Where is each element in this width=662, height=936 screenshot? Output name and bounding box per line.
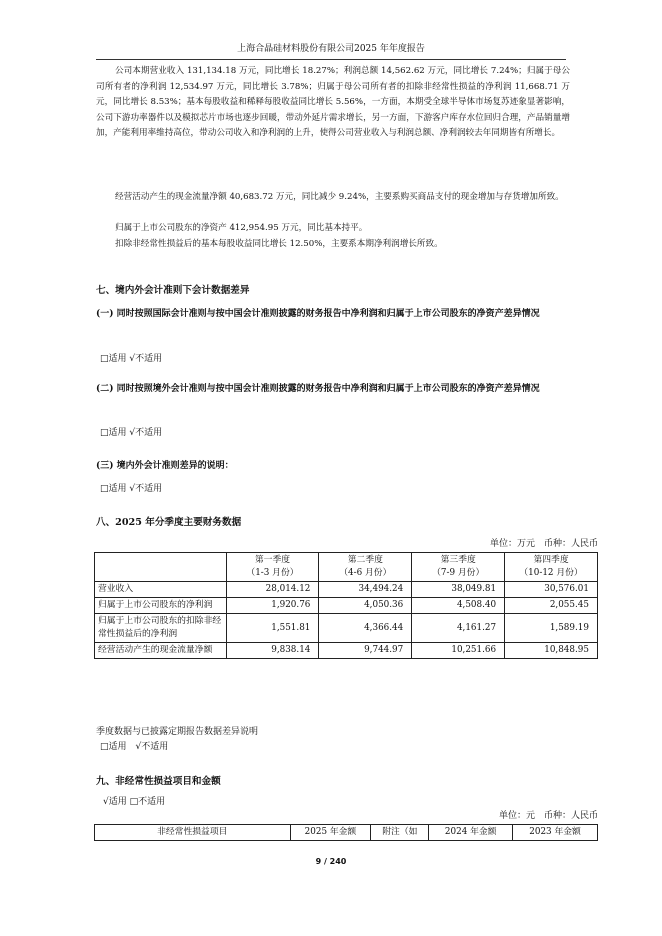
cell-value: 30,576.01 — [505, 582, 598, 598]
quarterly-table — [94, 552, 598, 659]
q3-range: （7-9 月份） — [432, 568, 485, 578]
header-item: 非经常性损益项目 — [95, 825, 291, 841]
q2-range: （4-6 月份） — [339, 568, 392, 578]
cell-value: 1,589.19 — [505, 614, 598, 643]
cell-value: 9,744.97 — [319, 643, 412, 659]
cell-value: 1,551.81 — [226, 614, 319, 643]
cell-value: 4,050.36 — [319, 598, 412, 614]
cell-value: 4,508.40 — [412, 598, 505, 614]
table-row — [95, 643, 598, 659]
nonrecurring-header-row — [95, 825, 598, 841]
header-q2 — [319, 553, 412, 582]
q1-name: 第一季度 — [254, 555, 291, 565]
table-row — [95, 582, 598, 598]
quarterly-note-option: □适用 √不适用 — [100, 742, 169, 752]
cell-value: 10,848.95 — [505, 643, 598, 659]
cell-value: 9,838.14 — [226, 643, 319, 659]
section-7-sub1-title: (一) 同时按照国际会计准则与按中国会计准则披露的财务报告中净利润和归属于上市公司股东的净资产差异情况 — [96, 309, 540, 319]
row-label: 营业收入 — [95, 582, 227, 598]
cell-value: 10,251.66 — [412, 643, 505, 659]
cell-value: 4,161.27 — [412, 614, 505, 643]
paragraph-net-assets: 归属于上市公司股东的净资产 412,954.95 万元，同比基本持平。 — [115, 223, 368, 233]
header-2024-amount: 2024 年金额 — [429, 825, 513, 841]
table-row — [95, 598, 598, 614]
quarterly-note: 季度数据与已披露定期报告数据差异说明 — [96, 727, 259, 737]
paragraph-eps: 扣除非经常性损益后的基本每股收益同比增长 12.50%，主要系本期净利润增长所致。 — [115, 239, 443, 249]
header-2023-amount: 2023 年金额 — [513, 825, 598, 841]
q4-range: （10-12 月份） — [519, 568, 583, 578]
header-q3 — [412, 553, 505, 582]
row-label: 归属于上市公司股东的净利润 — [95, 598, 227, 614]
section-7-title: 七、境内外会计准则下会计数据差异 — [96, 285, 250, 296]
cell-value: 38,049.81 — [412, 582, 505, 598]
cell-value: 34,494.24 — [319, 582, 412, 598]
quarterly-header-row — [95, 553, 598, 582]
page-header: 上海合晶硅材料股份有限公司2025 年年度报告 — [96, 42, 566, 60]
nonrecurring-table — [94, 824, 598, 841]
q4-name: 第四季度 — [533, 555, 569, 565]
cell-value: 1,920.76 — [226, 598, 319, 614]
header-q4 — [505, 553, 598, 582]
paragraph-results: 公司本期营业收入 131,134.18 万元，同比增长 18.27%；利润总额 14,562.62 万元，同比增长 7.24%；归属于母公司所有者的净利润 12,534.97 万元，同比增长 3.78%；归属于母公司所有者的扣除非经常性损益的净利润 11,668.71 万元，同比增长 8.53%；基本每股收益和稀释每股收益同比增长 5.56%，一方面，本期受全球半导体市场复苏迹象显著影响，公司下游功率器件以及模拟芯片市场也逐步回暖，带动外延片需求增长，另一方面，下游客户库存水位回归合理，产品销量增加，产能利用率维持高位，带动公司收入和净利润的上升，使得公司营业收入与利润总额、净利润较去年同期皆有所增长。 — [96, 66, 570, 139]
section-7-sub3-title: (三) 境内外会计准则差异的说明： — [96, 461, 234, 471]
section-9-unit: 单位：元 币种：人民币 — [498, 811, 598, 821]
row-label: 归属于上市公司股东的扣除非经常性损益后的净利润 — [95, 614, 227, 643]
header-blank — [95, 553, 227, 582]
section-7-sub2-title: (二) 同时按照境外会计准则与按中国会计准则披露的财务报告中净利润和归属于上市公司股东的净资产差异情况 — [96, 384, 540, 394]
row-label: 经营活动产生的现金流量净额 — [95, 643, 227, 659]
section-9-option: √适用 □不适用 — [103, 797, 166, 807]
section-9-title: 九、非经常性损益项目和金额 — [96, 776, 221, 787]
cell-value: 28,014.12 — [226, 582, 319, 598]
paragraph-cashflow: 经营活动产生的现金流量净额 40,683.72 万元，同比减少 9.24%，主要系购买商品支付的现金增加与存货增加所致。 — [115, 192, 564, 202]
cell-value: 2,055.45 — [505, 598, 598, 614]
header-2025-amount: 2025 年金额 — [290, 825, 371, 841]
header-q1 — [226, 553, 319, 582]
section-7-sub3-option: □适用 √不适用 — [100, 484, 163, 494]
section-8-title: 八、2025 年分季度主要财务数据 — [96, 517, 242, 528]
header-note: 附注（如 — [371, 825, 429, 841]
section-8-unit: 单位：万元 币种：人民币 — [489, 539, 598, 549]
page-number: 9 / 240 — [315, 857, 347, 866]
q2-name: 第二季度 — [347, 555, 383, 565]
section-7-sub1-option: □适用 √不适用 — [100, 354, 163, 364]
cell-value: 4,366.44 — [319, 614, 412, 643]
table-row — [95, 614, 598, 643]
q3-name: 第三季度 — [440, 555, 476, 565]
q1-range: （1-3 月份） — [246, 568, 299, 578]
section-7-sub2-option: □适用 √不适用 — [100, 428, 163, 438]
